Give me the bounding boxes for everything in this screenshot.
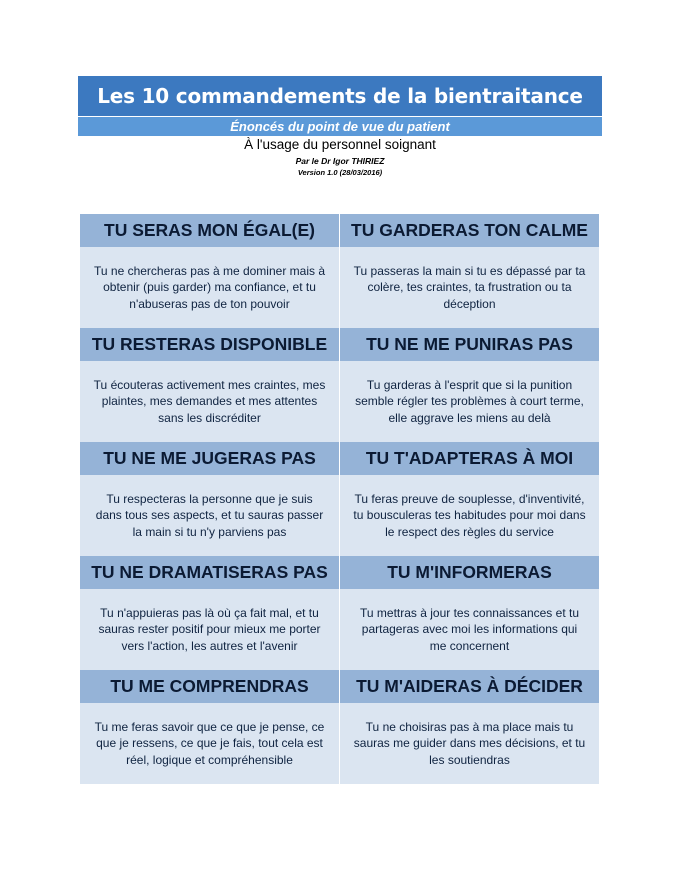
commandment-title: TU T'ADAPTERAS À MOI [339, 442, 599, 475]
commandment-text: Tu mettras à jour tes connaissances et tu partageras avec moi les informations qui me concernent [360, 605, 579, 653]
commandment-title: TU NE ME PUNIRAS PAS [339, 328, 599, 361]
commandment-card [80, 670, 339, 784]
commandment-text-box [339, 589, 599, 670]
commandment-text: Tu me feras savoir que ce que je pense, ce que je ressens, ce que je fais, tout cela est réel, logique et compréhensible [94, 719, 325, 767]
commandment-text: Tu garderas à l'esprit que si la punition semble régler tes problèmes à court terme, elle aggrave les miens au delà [355, 377, 584, 425]
commandment-text: Tu respecteras la personne que je suis dans tous ses aspects, et tu sauras passer la main si tu n'y parviens pas [95, 491, 324, 539]
commandment-text-box [339, 361, 599, 442]
commandment-text: Tu écouteras activement mes craintes, mes plaintes, mes demandes et mes attentes sans les discréditer [93, 377, 326, 425]
document-title: Les 10 commandements de la bientraitance [78, 76, 602, 116]
commandment-text: Tu ne choisiras pas à ma place mais tu sauras me guider dans mes décisions, et tu les soutiendras [353, 719, 586, 767]
commandments-grid [80, 214, 599, 784]
commandment-text-box [80, 361, 339, 442]
commandment-text-box [339, 475, 599, 556]
commandment-text: Tu ne chercheras pas à me dominer mais à obtenir (puis garder) ma confiance, et tu n'abuseras pas de ton pouvoir [94, 263, 325, 311]
commandment-text-box [80, 589, 339, 670]
commandment-title: TU NE DRAMATISERAS PAS [80, 556, 339, 589]
commandment-card [339, 328, 599, 442]
document-subtitle: Énoncés du point de vue du patient [78, 117, 602, 136]
commandment-text-box [80, 247, 339, 328]
commandment-card [80, 442, 339, 556]
commandment-title: TU M'AIDERAS À DÉCIDER [339, 670, 599, 703]
commandment-text: Tu feras preuve de souplesse, d'inventivité, tu bousculeras tes habitudes pour moi dans le respect des règles du service [353, 491, 586, 539]
commandment-card [80, 328, 339, 442]
commandment-title: TU ME COMPRENDRAS [80, 670, 339, 703]
commandment-text: Tu passeras la main si tu es dépassé par ta colère, tes craintes, ta frustration ou ta déception [353, 263, 586, 311]
commandment-card [80, 556, 339, 670]
commandment-title: TU NE ME JUGERAS PAS [80, 442, 339, 475]
commandment-card [339, 670, 599, 784]
commandment-title: TU RESTERAS DISPONIBLE [80, 328, 339, 361]
usage-line: À l'usage du personnel soignant [244, 137, 436, 152]
commandment-title: TU GARDERAS TON CALME [339, 214, 599, 247]
commandment-title: TU M'INFORMERAS [339, 556, 599, 589]
commandment-card [339, 214, 599, 328]
commandment-card [339, 442, 599, 556]
commandment-text-box [80, 703, 339, 784]
version-line: Version 1.0 (28/03/2016) [297, 168, 383, 177]
author-line: Par le Dr Igor THIRIEZ [295, 156, 385, 166]
commandment-text-box [339, 703, 599, 784]
commandment-card [80, 214, 339, 328]
commandment-card [339, 556, 599, 670]
commandment-title: TU SERAS MON ÉGAL(E) [80, 214, 339, 247]
commandment-text-box [80, 475, 339, 556]
commandment-text-box [339, 247, 599, 328]
commandment-text: Tu n'appuieras pas là où ça fait mal, et tu sauras rester positif pour mieux me porter vers l'action, les autres et l'avenir [98, 605, 321, 653]
